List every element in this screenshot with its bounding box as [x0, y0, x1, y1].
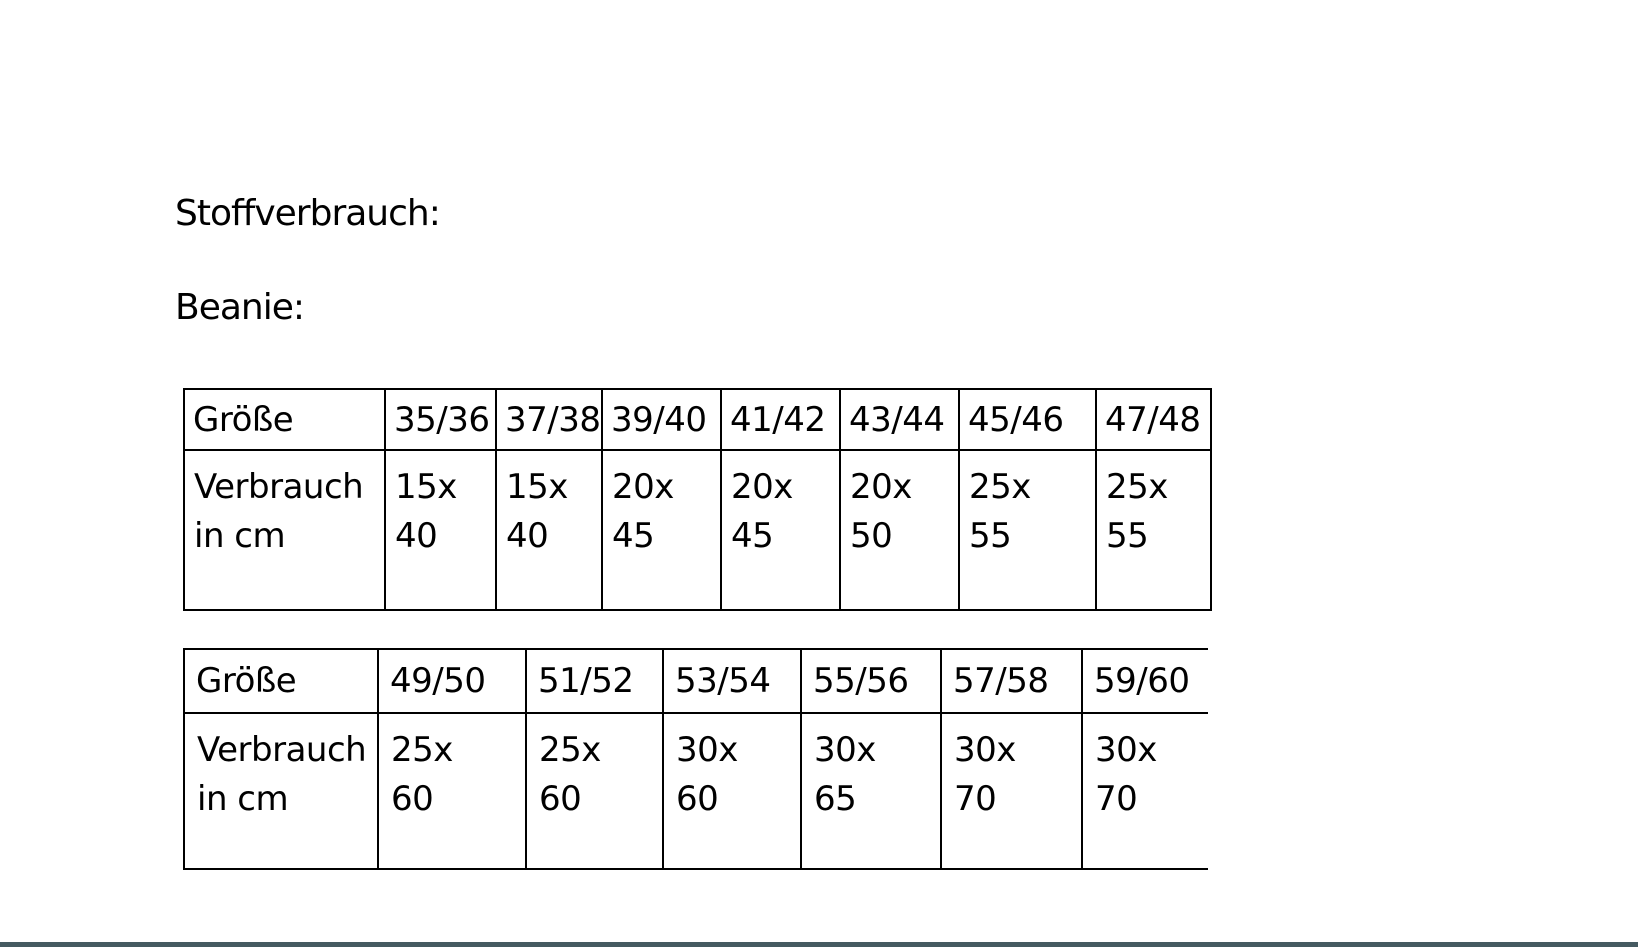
consumption-label-cell [184, 450, 385, 610]
size-cell: 41/42 [721, 389, 840, 450]
size-header-cell: Größe [184, 389, 385, 450]
size-cell: 59/60 [1082, 649, 1208, 713]
consumption-label-cell [184, 713, 378, 869]
consumption-cell [721, 450, 840, 610]
consumption-length: 45 [731, 516, 774, 557]
size-cell: 47/48 [1096, 389, 1211, 450]
consumption-amount: 20x [731, 467, 793, 507]
size-cell: 55/56 [801, 649, 941, 713]
size-cell: 43/44 [840, 389, 959, 450]
consumption-label-line2: in cm [197, 779, 289, 820]
size-cell: 37/38 [496, 389, 602, 450]
consumption-cell [663, 713, 801, 869]
consumption-length: 60 [676, 779, 719, 820]
consumption-cell [496, 450, 602, 610]
consumption-length: 70 [954, 779, 997, 820]
page-title: Stoffverbrauch: [175, 193, 440, 234]
consumption-cell [378, 713, 526, 869]
consumption-amount: 25x [1106, 467, 1168, 507]
size-header-cell: Größe [184, 649, 378, 713]
consumption-length: 50 [850, 516, 893, 557]
consumption-length: 55 [1106, 516, 1149, 557]
size-cell: 35/36 [385, 389, 496, 450]
consumption-cell [602, 450, 721, 610]
fabric-consumption-table-1 [183, 388, 1212, 611]
consumption-amount: 20x [850, 467, 912, 507]
size-cell: 57/58 [941, 649, 1082, 713]
consumption-cell [941, 713, 1082, 869]
consumption-amount: 25x [539, 730, 601, 770]
consumption-cell [959, 450, 1096, 610]
consumption-length: 40 [395, 516, 438, 557]
table-row [184, 713, 1208, 869]
consumption-cell [526, 713, 663, 869]
consumption-cell [385, 450, 496, 610]
size-cell: 49/50 [378, 649, 526, 713]
size-cell: 53/54 [663, 649, 801, 713]
consumption-length: 65 [814, 779, 857, 820]
consumption-label-line2: in cm [194, 516, 286, 557]
consumption-amount: 30x [954, 730, 1016, 770]
consumption-length: 45 [612, 516, 655, 557]
consumption-label-line1: Verbrauch [194, 467, 364, 507]
table-row [184, 649, 1208, 713]
consumption-length: 70 [1095, 779, 1138, 820]
consumption-cell [840, 450, 959, 610]
consumption-length: 40 [506, 516, 549, 557]
size-cell: 39/40 [602, 389, 721, 450]
consumption-amount: 20x [612, 467, 674, 507]
consumption-amount: 30x [814, 730, 876, 770]
consumption-label-line1: Verbrauch [197, 730, 367, 770]
consumption-cell [1082, 713, 1208, 869]
window-bottom-edge-bar [0, 942, 1638, 947]
table-row [184, 389, 1211, 450]
consumption-amount: 15x [395, 467, 457, 507]
consumption-amount: 30x [1095, 730, 1157, 770]
fabric-consumption-table-2 [183, 648, 1208, 870]
consumption-amount: 30x [676, 730, 738, 770]
consumption-amount: 25x [391, 730, 453, 770]
table-row [184, 450, 1211, 610]
consumption-length: 60 [539, 779, 582, 820]
consumption-cell [801, 713, 941, 869]
consumption-amount: 15x [506, 467, 568, 507]
consumption-length: 55 [969, 516, 1012, 557]
size-cell: 45/46 [959, 389, 1096, 450]
consumption-length: 60 [391, 779, 434, 820]
product-heading: Beanie: [175, 287, 305, 328]
size-cell: 51/52 [526, 649, 663, 713]
consumption-cell [1096, 450, 1211, 610]
consumption-amount: 25x [969, 467, 1031, 507]
